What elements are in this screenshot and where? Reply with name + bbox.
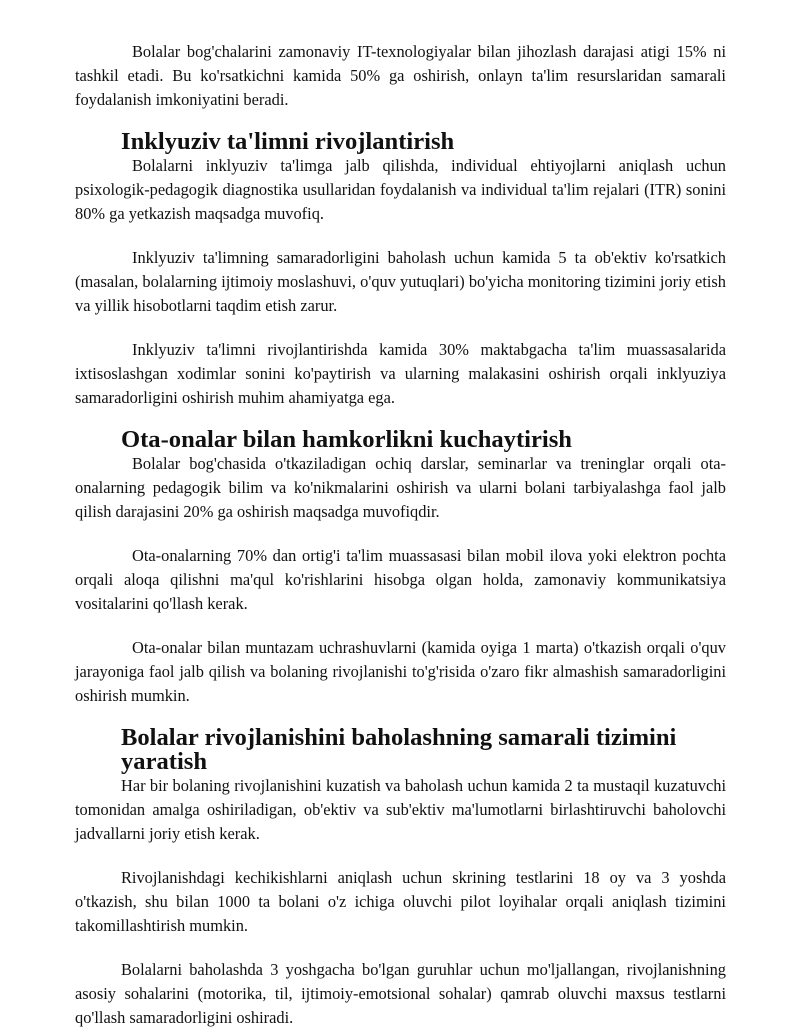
paragraph-parent-communication: Ota-onalarning 70% dan ortig'i ta'lim muassasasi bilan mobil ilova yoki elektron pochta orqali aloqa qilishni ma'qul ko'rishlarini hisobga olgan holda, zamonaviy kommunikatsiya vositalarini qo'llash kerak. — [75, 546, 726, 613]
paragraph-inclusive-evaluation: Inklyuziv ta'limning samaradorligini baholash uchun kamida 5 ta ob'ektiv ko'rsatkich (masalan, bolalarning ijtimoiy moslashuvi, o'quv yutuqlari) bo'yicha monitoring tizimini joriy etish va yillik hisobotlarni taqdim etish zarur. — [75, 248, 726, 315]
paragraph-inclusive-involvement: Bolalarni inklyuziv ta'limga jalb qilishda, individual ehtiyojlarni aniqlash uchun psixologik-pedagogik diagnostika usullaridan foydalanish va individual ta'lim rejalari (ITR) sonini 80% ga yetkazish maqsadga muvofiq. — [75, 156, 726, 223]
paragraph-inclusive-staff: Inklyuziv ta'limni rivojlantirishda kamida 30% maktabgacha ta'lim muassasalarida ixtisoslashgan xodimlar sonini ko'paytirish va ularning malakasini oshirish orqali inklyuziya samaradorligini oshirish muhim ahamiyatga ega. — [75, 340, 726, 407]
paragraph-parent-meetings: Ota-onalar bilan muntazam uchrashuvlarni (kamida oyiga 1 marta) o'tkazish orqali o'quv jarayoniga faol jalb qilish va bolaning rivojlanishi to'g'risida o'zaro fikr almashish samaradorligini oshirish mumkin. — [75, 638, 726, 705]
paragraph-assessment-tests: Bolalarni baholashda 3 yoshgacha bo'lgan guruhlar uchun mo'ljallangan, rivojlanishning asosiy sohalarini (motorika, til, ijtimoiy-emotsional sohalar) qamrab oluvchi maxsus testlarni qo'llash samaradorligini oshiradi. — [75, 960, 726, 1027]
heading-inclusive-education: Inklyuziv ta'limni rivojlantirish — [121, 128, 455, 155]
paragraph-it-equipment: Bolalar bog'chalarini zamonaviy IT-texnologiyalar bilan jihozlash darajasi atigi 15% ni tashkil etadi. Bu ko'rsatkichni kamida 50% ga oshirish, onlayn ta'lim resurslaridan samarali foydalanish imkoniyatini beradi. — [75, 42, 726, 109]
heading-parent-cooperation: Ota-onalar bilan hamkorlikni kuchaytirish — [121, 426, 572, 453]
document-page — [75, 40, 726, 1030]
heading-development-assessment: Bolalar rivojlanishini baholashning samarali tizimini yaratish — [121, 724, 677, 775]
paragraph-assessment-screening: Rivojlanishdagi kechikishlarni aniqlash uchun skrining testlarini 18 oy va 3 yoshda o'tkazish, shu bilan 1000 ta bolani o'z ichiga oluvchi pilot loyihalar orqali aniqlash tizimini takomillashtirish mumkin. — [75, 868, 726, 935]
paragraph-assessment-observers: Har bir bolaning rivojlanishini kuzatish va baholash uchun kamida 2 ta mustaqil kuzatuvchi tomonidan amalga oshiriladigan, ob'ektiv va sub'ektiv ma'lumotlarni birlashtiruvchi baholovchi jadvallarni joriy etish kerak. — [75, 776, 726, 843]
paragraph-parent-seminars: Bolalar bog'chasida o'tkaziladigan ochiq darslar, seminarlar va treninglar orqali ota-onalarning pedagogik bilim va ko'nikmalarini oshirish va ularni bolani tarbiyalashga faol jalb qilish darajasini 20% ga oshirish maqsadga muvofiqdir. — [75, 454, 726, 521]
